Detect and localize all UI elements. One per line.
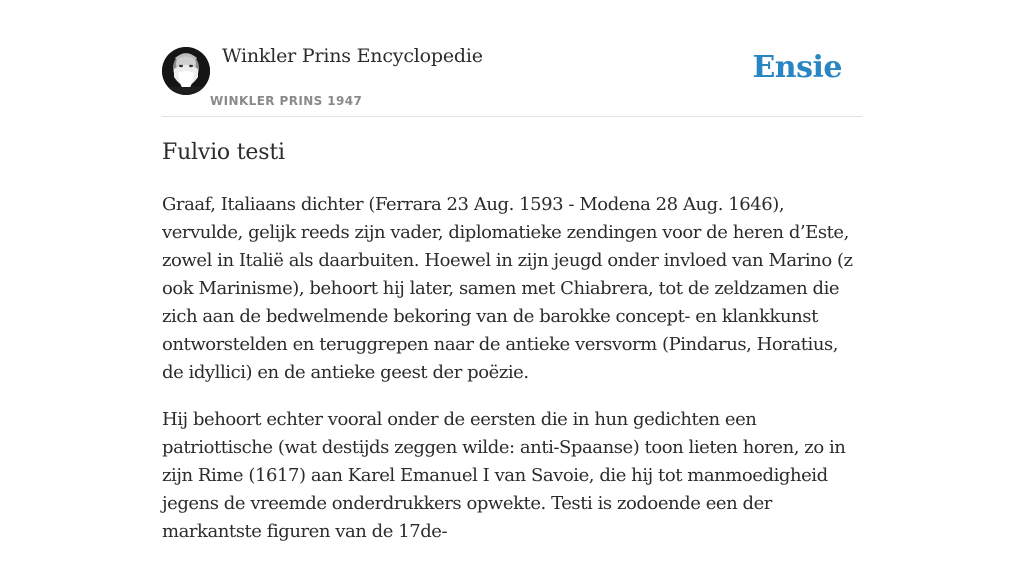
source-subtitle[interactable]: WINKLER PRINS 1947	[210, 94, 363, 108]
source-title[interactable]: Winkler Prins Encyclopedie	[222, 45, 483, 67]
header	[162, 0, 862, 117]
article-paragraph: Graaf, Italiaans dichter (Ferrara 23 Aug. 1593 - Modena 28 Aug. 1646), vervulde, gelijk reeds zijn vader, diplomatieke zendingen voor de heren d’Este, zowel in Italië als daarbuiten. Hoewel in zijn jeugd onder invloed van Marino (z ook Marinisme), behoort hij later, samen met Chiabrera, tot de zeldzamen die zich aan de bedwelmende bekoring van de barokke concept- en klankkunst ontworstelden en teruggrepen naar de antieke versvorm (Pindarus, Horatius, de idyllici) en de antieke geest der poëzie.	[162, 194, 853, 383]
brand-logo[interactable]: Ensie	[752, 50, 842, 85]
article-body	[162, 191, 862, 565]
page	[162, 0, 862, 542]
article-title: Fulvio testi	[162, 140, 285, 165]
bearded-man-portrait-icon	[162, 47, 210, 95]
avatar[interactable]	[162, 47, 210, 95]
article-paragraph: Hij behoort echter vooral onder de eersten die in hun gedichten een patriottische (wat destijds zeggen wilde: anti-Spaanse) toon lieten horen, zo in zijn Rime (1617) aan Karel Emanuel I van Savoie, die hij tot manmoedigheid jegens de vreemde onderdrukkers opwekte. Testi is zodoende een der markantste figuren van de 17de-	[162, 409, 846, 542]
